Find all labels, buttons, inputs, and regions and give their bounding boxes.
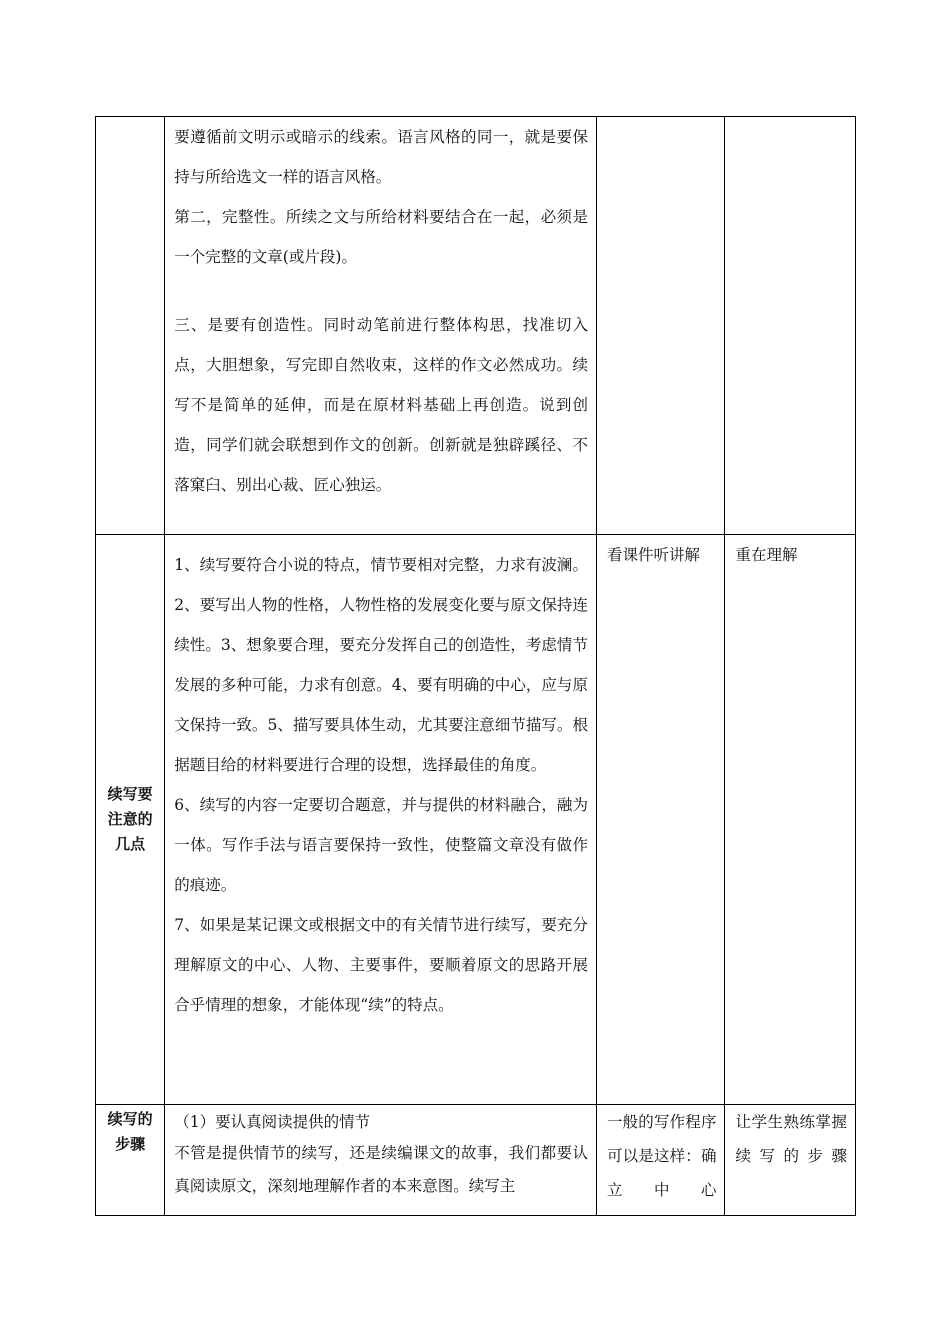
student-activity-text: 看课件听讲解 bbox=[606, 546, 700, 564]
design-intent-cell bbox=[725, 1105, 856, 1216]
row-label: 续写的步骤 bbox=[107, 1110, 153, 1153]
student-activity-cell bbox=[596, 535, 725, 1105]
student-activity-cell bbox=[596, 1105, 725, 1216]
paragraph: 要遵循前文明示或暗示的线索。语言风格的同一，就是要保持与所给选文一样的语言风格。 bbox=[174, 128, 588, 186]
design-intent-text: 重在理解 bbox=[735, 546, 798, 564]
table-row bbox=[96, 1105, 856, 1216]
paragraph: 6、续写的内容一定要切合题意，并与提供的材料融合，融为一体。写作手法与语言要保持一致性，使整篇文章没有做作的痕迹。 bbox=[174, 796, 588, 894]
paragraph: 7、如果是某记课文或根据文中的有关情节进行续写，要充分理解原文的中心、人物、主要事件，要顺着原文的思路开展合乎情理的想象，才能体现“续”的特点。 bbox=[174, 916, 588, 1014]
content-cell bbox=[165, 1105, 597, 1216]
student-activity-text: 一般的写作程序可以是这样：确立中心 bbox=[606, 1113, 717, 1199]
design-intent-text bbox=[725, 117, 855, 119]
design-intent-text: 让学生熟练掌握续写的步骤 bbox=[735, 1113, 847, 1165]
student-activity-cell bbox=[596, 117, 725, 535]
row-label: 续写要注意的几点 bbox=[107, 785, 153, 853]
lesson-plan-table bbox=[95, 116, 856, 1216]
content-cell bbox=[165, 535, 597, 1105]
paragraph: 1、续写要符合小说的特点，情节要相对完整，力求有波澜。2、要写出人物的性格，人物性格的发展变化要与原文保持连续性。3、想象要合理，要充分发挥自己的创造性，考虑情节发展的多种可能，力求有创意。4、要有明确的中心，应与原文保持一致。5、描写要具体生动，尤其要注意细节描写。根据题目给的材料要进行合理的设想，选择最佳的角度。 bbox=[174, 556, 588, 774]
row-label-cell bbox=[96, 535, 165, 1105]
row-label-cell bbox=[96, 117, 165, 535]
design-intent-cell bbox=[725, 535, 856, 1105]
section-heading: （1）要认真阅读提供的情节 bbox=[174, 1113, 371, 1131]
row-label-cell bbox=[96, 1105, 165, 1216]
paragraph: 第二，完整性。所续之文与所给材料要结合在一起，必须是一个完整的文章(或片段)。 bbox=[174, 208, 588, 266]
design-intent-cell bbox=[725, 117, 856, 535]
paragraph: 三、是要有创造性。同时动笔前进行整体构思，找准切入点，大胆想象，写完即自然收束，这样的作文必然成功。续写不是简单的延伸，而是在原材料基础上再创造。说到创造，同学们就会联想到作文的创新。创新就是独辟蹊径、不落窠臼、别出心裁、匠心独运。 bbox=[174, 316, 588, 494]
paragraph: 不管是提供情节的续写，还是续编课文的故事，我们都要认真阅读原文，深刻地理解作者的本来意图。续写主 bbox=[174, 1144, 588, 1195]
table-row bbox=[96, 535, 856, 1105]
table-row bbox=[96, 117, 856, 535]
content-cell bbox=[165, 117, 597, 535]
student-activity-text bbox=[597, 117, 725, 119]
